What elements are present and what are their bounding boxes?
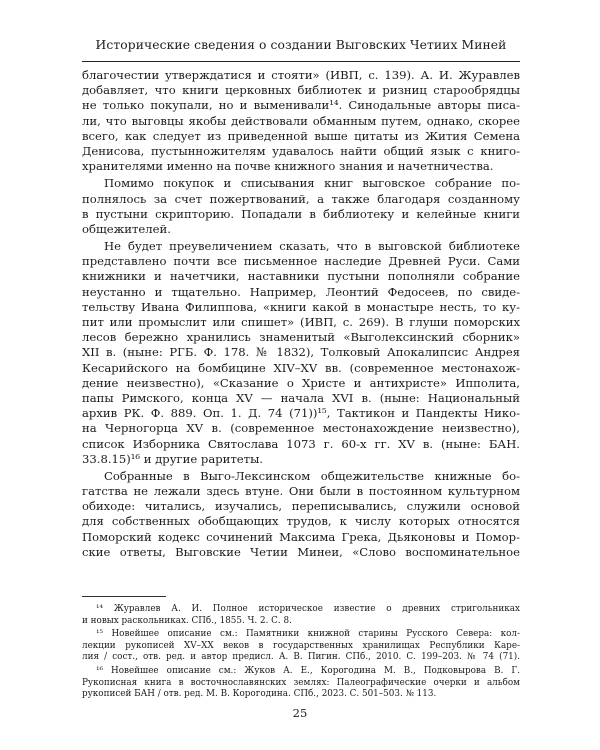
text-line: тельству Ивана Филиппова, «книги какой в монастыре несть, то ку- — [82, 299, 520, 314]
text-line: всего, как следует из приведенной выше цитаты из Жития Семена — [82, 128, 520, 143]
text-line: хранителями именно на почве книжного знания и начетничества. — [82, 159, 494, 174]
paragraph-start-line: Не будет преувеличением сказать, что в выговской библиотеке — [104, 239, 520, 254]
text-line: Денисова, пустынножителям удавалось найти общий язык с книго- — [82, 143, 520, 158]
footnote-15-line: лекции рукописей XV–XX веков в государственных хранилищах Республики Каре- — [82, 640, 520, 651]
text-line: гатства не лежали здесь втуне. Они были в постоянном культурном — [82, 484, 520, 499]
header-rule — [82, 61, 520, 62]
text-line: 33.8.15)¹⁶ и другие раритеты. — [82, 451, 263, 466]
main-text — [82, 68, 520, 560]
text-line: лесов бережно хранились знаменитый «Выголексинский сборник» — [82, 330, 520, 345]
paragraph-start-line: Помимо покупок и списывания книг выговское собрание по- — [104, 176, 520, 191]
text-line: Поморский кодекс сочинений Максима Грека, Дьяконовы и Помор- — [82, 529, 520, 544]
footnote-15-line: ¹⁵ Новейшее описание см.: Памятники книжной старины Русского Севера: кол- — [96, 629, 520, 640]
paragraph-start-line: Собранные в Выго-Лексинском общежительстве книжные бо- — [104, 468, 520, 483]
text-line: ли, что выговцы якобы действовали обманным путем, однако, скорее — [82, 113, 520, 128]
text-line: не только покупали, но и выменивали¹⁴. Синодальные авторы писа- — [82, 98, 520, 113]
page-number: 25 — [292, 706, 308, 720]
text-line: на Черногорца XV в. (современное местонахождение неизвестно), — [82, 421, 520, 436]
footnote-rule — [82, 596, 166, 597]
text-line: обиходе: читались, изучались, переписывались, служили основой — [82, 499, 520, 514]
text-line: архив РК. Ф. 889. Оп. 1. Д. 74 (71))¹⁵, Тактикон и Пандекты Нико- — [82, 406, 520, 421]
text-line: XII в. (ныне: РГБ. Ф. 178. № 1832), Толковый Апокалипсис Андрея — [82, 345, 520, 360]
text-line: папы Римского, конца XV — начала XVI в. (ныне: Национальный — [82, 390, 520, 405]
footnote-16-line: Рукописная книга в восточнославянских землях: Палеографические очерки и альбом — [82, 677, 520, 688]
text-line: пит или промыслит или спишет» (ИВП, с. 269). В глуши поморских — [82, 315, 520, 329]
text-line: общежителей. — [82, 221, 171, 236]
text-line: ские ответы, Выговские Четии Минеи, «Слово воспоминательное — [82, 544, 520, 559]
text-line: добавляет, что книги церковных библиотек и ризниц старообрядцы — [82, 83, 520, 98]
text-line: для собственных обобщающих трудов, к числу которых относятся — [82, 514, 520, 529]
text-line: полнялось за счет пожертвований, а также благодаря созданному — [82, 191, 520, 206]
footnote-15-line: лия / сост., отв. ред. и автор предисл. А. В. Пигин. СПб., 2010. С. 199–203. № 74 (71). — [82, 652, 520, 663]
footnotes — [82, 604, 520, 701]
running-header: Исторические сведения о создании Выговских Четиих Миней — [95, 38, 507, 52]
text-line: в пустыни скрипторию. Попадали в библиотеку и келейные книги — [82, 206, 520, 221]
footnote-14-line: ¹⁴ Журавлев А. И. Полное историческое известие о древних стригольниках — [96, 604, 520, 614]
text-line: представлено почти все письменное наследие Древней Руси. Сами — [82, 254, 520, 269]
footnote-16-line: ¹⁶ Новейшее описание см.: Жуков А. Е., Корогодина М. В., Подковырова В. Г. — [96, 665, 520, 676]
text-line: благочестии утверждатися и стояти» (ИВП, с. 139). А. И. Журавлев — [82, 68, 520, 82]
footnote-16-line: рукописей БАН / отв. ред. М. В. Корогодина. СПб., 2023. С. 501–503. № 113. — [82, 689, 437, 700]
text-line: неустанно и тщательно. Например, Леонтий Федосеев, по свиде- — [82, 284, 520, 299]
text-line: список Изборника Святослава 1073 г. 60-х гг. XV в. (ныне: БАН. — [82, 436, 520, 451]
text-line: Кесарийского на бомбицине XIV–XV вв. (современное местонахож- — [82, 360, 520, 375]
footnote-14-line: и новых раскольниках. СПб., 1855. Ч. 2. С. 8. — [82, 615, 292, 626]
text-line: книжники и начетчики, наставники пустыни пополняли собрание — [82, 269, 520, 284]
text-line: дение неизвестно), «Сказание о Христе и антихристе» Ипполита, — [82, 375, 520, 390]
